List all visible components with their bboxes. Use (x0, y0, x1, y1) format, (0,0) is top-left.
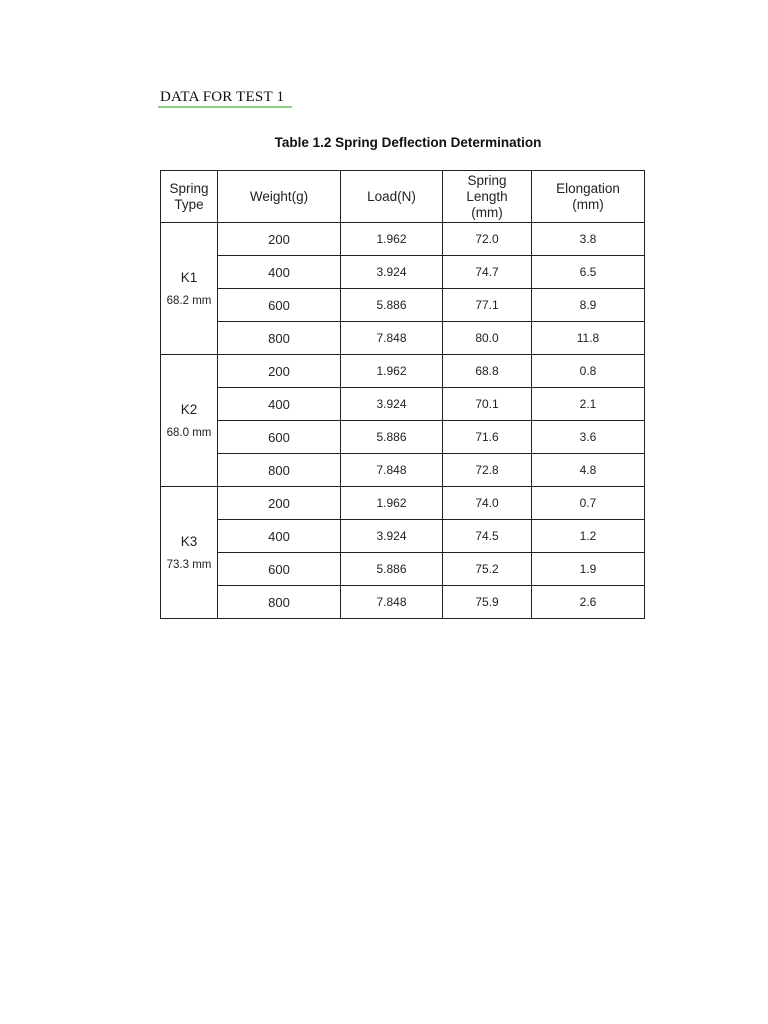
elongation-cell: 11.8 (532, 322, 645, 355)
table-caption: Table 1.2 Spring Deflection Determination (274, 135, 542, 150)
load-cell: 3.924 (341, 520, 443, 553)
spring-type-cell (161, 223, 218, 355)
heading-underline (158, 106, 292, 108)
table-row (161, 520, 645, 553)
weight-cell: 800 (218, 454, 341, 487)
elongation-cell: 3.8 (532, 223, 645, 256)
weight-cell: 400 (218, 388, 341, 421)
elongation-cell: 0.8 (532, 355, 645, 388)
weight-cell: 800 (218, 586, 341, 619)
table-body (161, 223, 645, 619)
elongation-cell: 1.2 (532, 520, 645, 553)
spring-id: K3 (180, 533, 198, 549)
weight-cell: 800 (218, 322, 341, 355)
spring-id: K1 (180, 269, 198, 285)
table-row (161, 322, 645, 355)
length-cell: 74.5 (443, 520, 532, 553)
spring-type-cell (161, 487, 218, 619)
table-row (161, 553, 645, 586)
weight-cell: 200 (218, 223, 341, 256)
load-cell: 3.924 (341, 388, 443, 421)
elongation-cell: 0.7 (532, 487, 645, 520)
header-weight: Weight(g) (218, 171, 341, 223)
load-cell: 5.886 (341, 289, 443, 322)
elongation-cell: 2.1 (532, 388, 645, 421)
header-spring-length: Spring Length (mm) (443, 171, 532, 223)
elongation-cell: 8.9 (532, 289, 645, 322)
table-row (161, 289, 645, 322)
table-row (161, 355, 645, 388)
table-header-row (161, 171, 645, 223)
load-cell: 1.962 (341, 355, 443, 388)
load-cell: 5.886 (341, 421, 443, 454)
weight-cell: 600 (218, 421, 341, 454)
header-spring-type: Spring Type (161, 171, 218, 223)
load-cell: 1.962 (341, 487, 443, 520)
weight-cell: 600 (218, 289, 341, 322)
table-row (161, 388, 645, 421)
load-cell: 5.886 (341, 553, 443, 586)
length-cell: 68.8 (443, 355, 532, 388)
spring-type-cell (161, 355, 218, 487)
load-cell: 7.848 (341, 586, 443, 619)
table-row (161, 421, 645, 454)
load-cell: 7.848 (341, 454, 443, 487)
length-cell: 72.8 (443, 454, 532, 487)
length-cell: 75.2 (443, 553, 532, 586)
table-row (161, 256, 645, 289)
spring-initial-length: 68.0 mm (166, 426, 212, 439)
weight-cell: 600 (218, 553, 341, 586)
spring-deflection-table (160, 170, 645, 619)
spring-id: K2 (180, 401, 198, 417)
length-cell: 77.1 (443, 289, 532, 322)
length-cell: 75.9 (443, 586, 532, 619)
load-cell: 3.924 (341, 256, 443, 289)
elongation-cell: 3.6 (532, 421, 645, 454)
length-cell: 74.0 (443, 487, 532, 520)
elongation-cell: 6.5 (532, 256, 645, 289)
weight-cell: 400 (218, 520, 341, 553)
length-cell: 72.0 (443, 223, 532, 256)
weight-cell: 400 (218, 256, 341, 289)
load-cell: 7.848 (341, 322, 443, 355)
spring-initial-length: 73.3 mm (166, 558, 212, 571)
length-cell: 80.0 (443, 322, 532, 355)
weight-cell: 200 (218, 487, 341, 520)
table-row (161, 454, 645, 487)
length-cell: 71.6 (443, 421, 532, 454)
length-cell: 70.1 (443, 388, 532, 421)
elongation-cell: 2.6 (532, 586, 645, 619)
spring-initial-length: 68.2 mm (166, 294, 212, 307)
load-cell: 1.962 (341, 223, 443, 256)
elongation-cell: 1.9 (532, 553, 645, 586)
table-row (161, 487, 645, 520)
section-heading: DATA FOR TEST 1 (160, 89, 285, 105)
table-row (161, 223, 645, 256)
weight-cell: 200 (218, 355, 341, 388)
length-cell: 74.7 (443, 256, 532, 289)
header-elongation: Elongation (mm) (532, 171, 645, 223)
table-row (161, 586, 645, 619)
elongation-cell: 4.8 (532, 454, 645, 487)
header-load: Load(N) (341, 171, 443, 223)
